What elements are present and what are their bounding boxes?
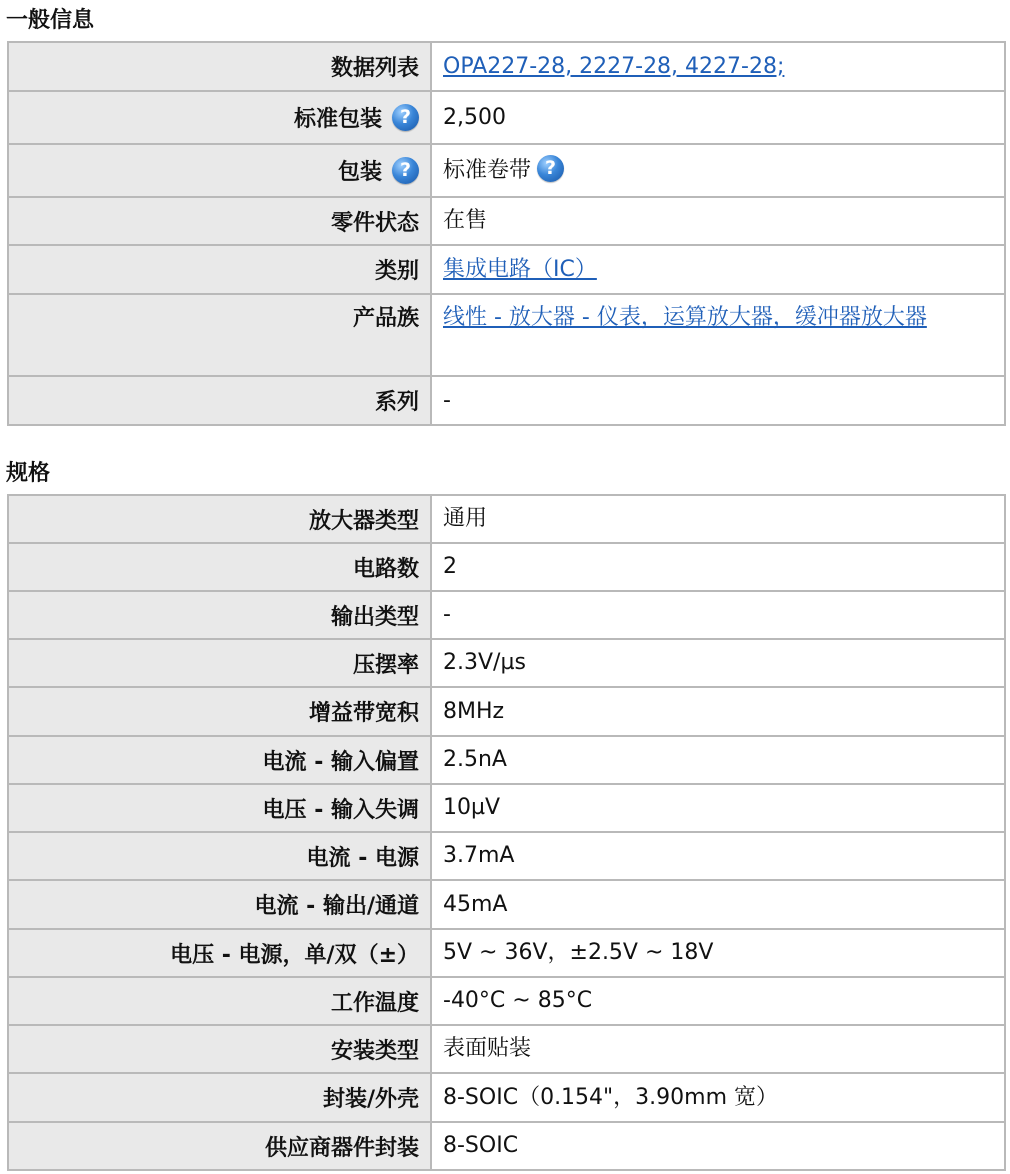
standard-package-label: 标准包装 xyxy=(293,107,382,132)
table-row xyxy=(8,91,1005,144)
spec-label: 电流 - 输入偏置 xyxy=(8,736,431,784)
table-row xyxy=(8,144,1005,197)
spec-label: 工作温度 xyxy=(8,977,431,1025)
spec-label: 放大器类型 xyxy=(8,495,431,543)
table-row xyxy=(8,1073,1005,1122)
spec-value: 表面贴装 xyxy=(431,1025,1005,1073)
spec-value: -40°C ~ 85°C xyxy=(431,977,1005,1025)
packaging-label: 包装 xyxy=(337,160,382,185)
row-label-standard-package xyxy=(8,91,431,144)
spec-value: 8-SOIC xyxy=(431,1122,1005,1170)
row-label-series: 系列 xyxy=(8,376,431,425)
section-title-specs: 规格 xyxy=(6,461,51,486)
spec-value: 2 xyxy=(431,543,1005,591)
table-row xyxy=(8,495,1005,543)
general-info-table xyxy=(7,41,1006,426)
row-value-standard-package: 2,500 xyxy=(431,91,1005,144)
row-value-product-family xyxy=(431,294,1005,376)
row-value-category xyxy=(431,245,1005,294)
table-row xyxy=(8,1025,1005,1073)
spec-label: 电路数 xyxy=(8,543,431,591)
help-icon[interactable]: ? xyxy=(392,157,419,184)
row-label-packaging xyxy=(8,144,431,197)
spec-label: 安装类型 xyxy=(8,1025,431,1073)
table-row xyxy=(8,42,1005,91)
spec-value: 通用 xyxy=(431,495,1005,543)
table-row xyxy=(8,880,1005,929)
product-family-link[interactable]: 线性 - 放大器 - 仪表，运算放大器，缓冲器放大器 xyxy=(443,305,927,330)
row-value-packaging xyxy=(431,144,1005,197)
spec-value: 3.7mA xyxy=(431,832,1005,880)
spec-value: 45mA xyxy=(431,880,1005,929)
spec-value: 5V ~ 36V，±2.5V ~ 18V xyxy=(431,929,1005,977)
category-link[interactable]: 集成电路（IC） xyxy=(443,256,597,282)
table-row xyxy=(8,736,1005,784)
table-row xyxy=(8,197,1005,245)
spec-label: 输出类型 xyxy=(8,591,431,639)
table-row xyxy=(8,784,1005,832)
row-value-series: - xyxy=(431,376,1005,425)
table-row xyxy=(8,245,1005,294)
spec-label: 电流 - 输出/通道 xyxy=(8,880,431,929)
row-label-category: 类别 xyxy=(8,245,431,294)
table-row xyxy=(8,1122,1005,1170)
row-label-part-status: 零件状态 xyxy=(8,197,431,245)
row-label-datasheet: 数据列表 xyxy=(8,42,431,91)
table-row xyxy=(8,376,1005,425)
row-value-datasheet xyxy=(431,42,1005,91)
spec-label: 封装/外壳 xyxy=(8,1073,431,1122)
table-row xyxy=(8,639,1005,687)
table-row xyxy=(8,832,1005,880)
row-value-part-status: 在售 xyxy=(431,197,1005,245)
section-title-general: 一般信息 xyxy=(6,8,95,33)
row-label-product-family: 产品族 xyxy=(8,294,431,376)
help-icon[interactable]: ? xyxy=(537,155,564,182)
spec-label: 供应商器件封装 xyxy=(8,1122,431,1170)
spec-label: 增益带宽积 xyxy=(8,687,431,736)
datasheet-link[interactable]: OPA227-28, 2227-28, 4227-28; xyxy=(443,53,785,79)
table-row xyxy=(8,294,1005,376)
spec-value: 8-SOIC（0.154"，3.90mm 宽） xyxy=(431,1073,1005,1122)
table-row xyxy=(8,591,1005,639)
spec-value: 2.3V/µs xyxy=(431,639,1005,687)
specifications-table xyxy=(7,494,1006,1171)
spec-label: 电压 - 电源，单/双（±） xyxy=(8,929,431,977)
spec-value: 8MHz xyxy=(431,687,1005,736)
spec-value: 2.5nA xyxy=(431,736,1005,784)
spec-value: 10µV xyxy=(431,784,1005,832)
table-row xyxy=(8,977,1005,1025)
spec-label: 电压 - 输入失调 xyxy=(8,784,431,832)
help-icon[interactable]: ? xyxy=(392,104,419,131)
table-row xyxy=(8,543,1005,591)
table-row xyxy=(8,687,1005,736)
table-row xyxy=(8,929,1005,977)
packaging-value: 标准卷带 xyxy=(443,157,532,183)
spec-value: - xyxy=(431,591,1005,639)
spec-label: 压摆率 xyxy=(8,639,431,687)
spec-label: 电流 - 电源 xyxy=(8,832,431,880)
